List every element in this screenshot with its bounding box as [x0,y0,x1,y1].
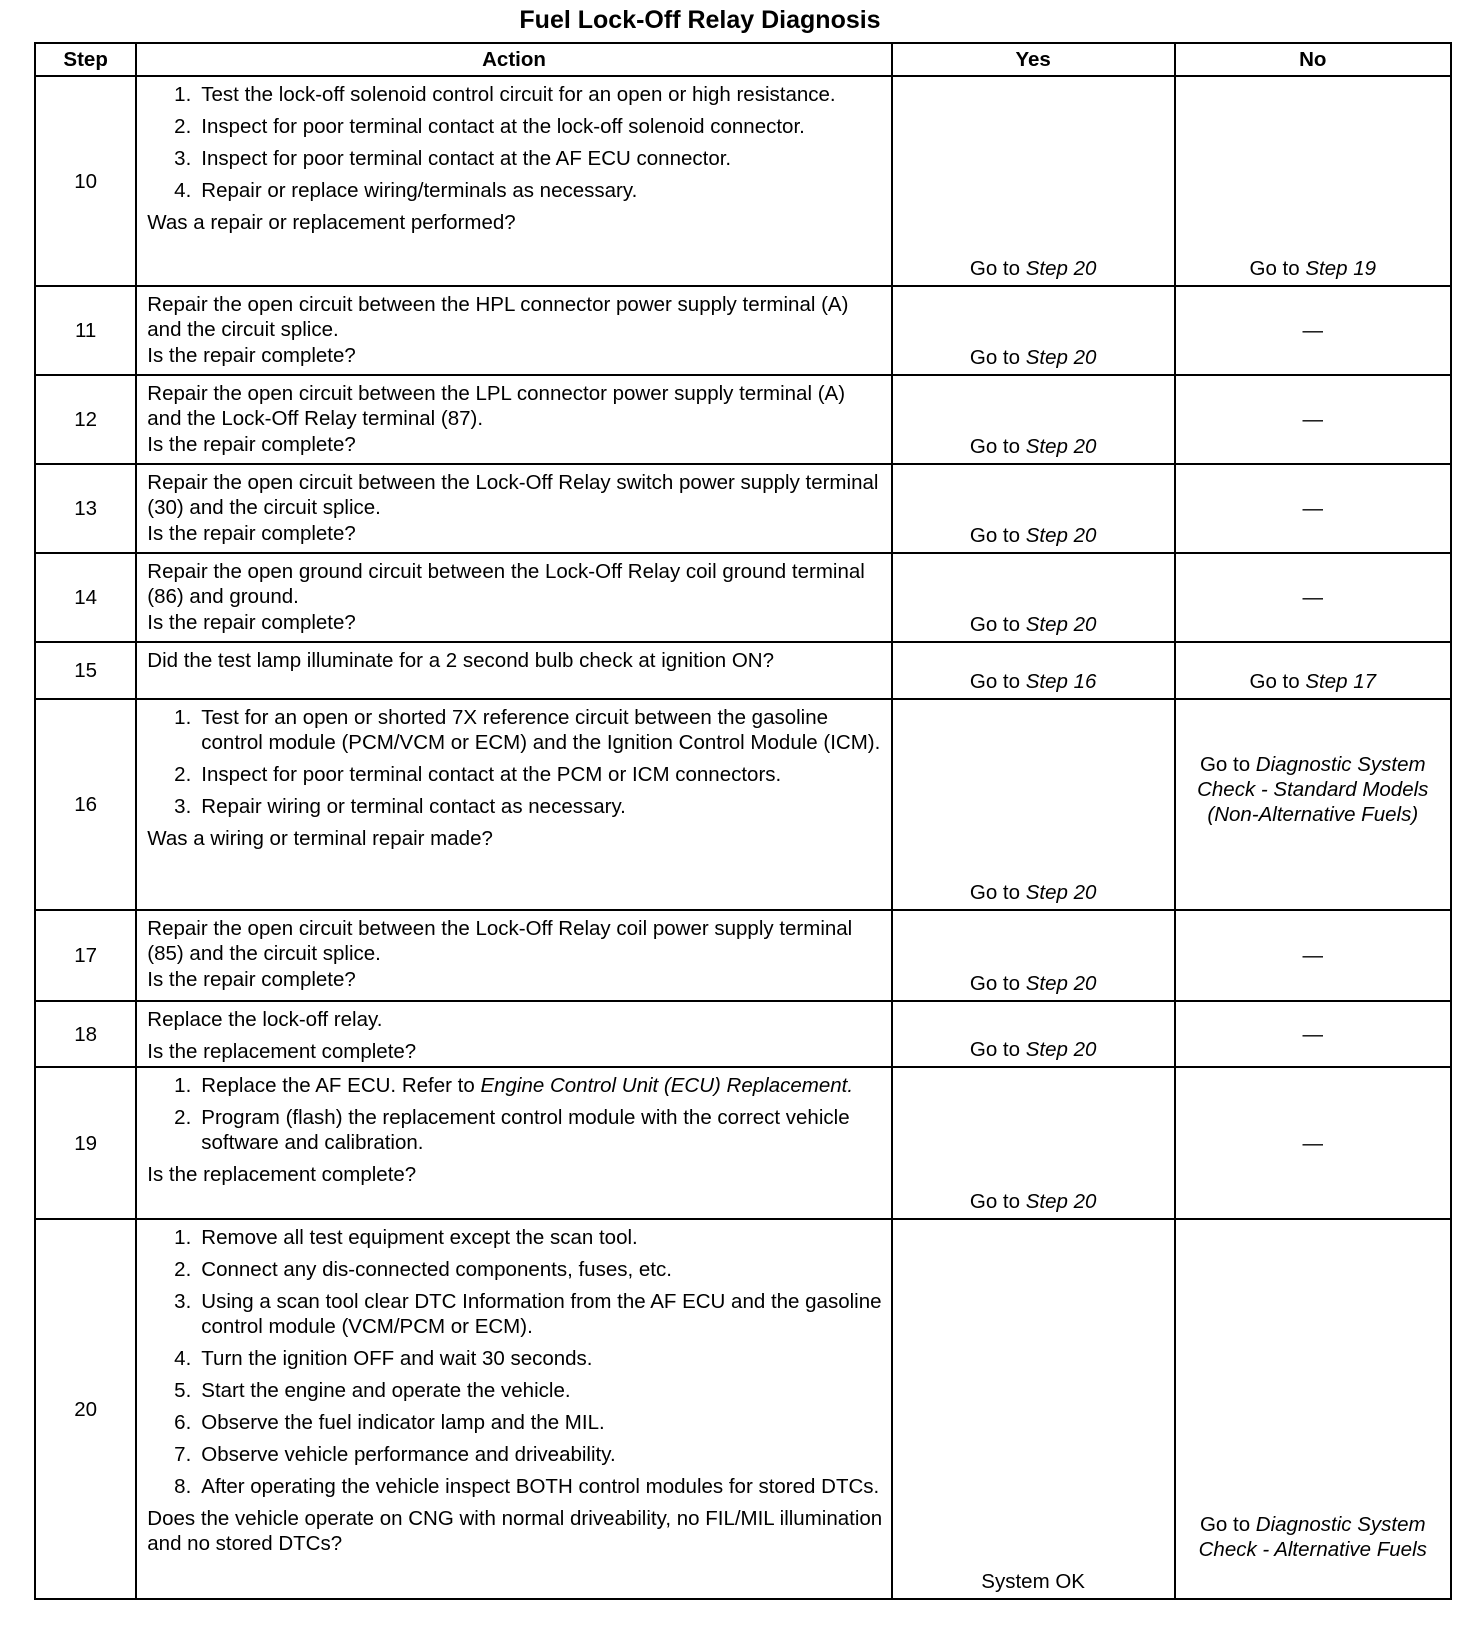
step-number: 13 [35,464,136,553]
action-cell [136,910,891,1001]
step-number: 16 [35,699,136,910]
step-link[interactable]: Step 20 [1025,1038,1097,1061]
action-question: Is the repair complete? [147,344,356,367]
no-cell [1175,286,1451,375]
yes-cell: Go to Step 20 [892,553,1175,642]
step-link[interactable]: Step 20 [1025,613,1097,636]
step-number: 18 [35,1001,136,1067]
step-link[interactable]: Diagnostic System Check - Standard Models (Non-Alternative Fuels) [1197,753,1429,826]
table-row [35,375,1451,464]
step-link[interactable]: Step 16 [1025,670,1097,693]
no-cell [1175,553,1451,642]
no-cell [1175,910,1451,1001]
action-question: Is the repair complete? [147,522,356,545]
table-row [35,286,1451,375]
dash: — [1302,586,1323,609]
list-item: 5. Start the engine and operate the vehicle. [174,1379,571,1402]
list-item: 4. Turn the ignition OFF and wait 30 seconds. [174,1347,593,1370]
step-number: 17 [35,910,136,1001]
list-item: 3. Inspect for poor terminal contact at the AF ECU connector. [174,147,732,170]
yes-cell: Go to Step 20 [892,699,1175,910]
action-cell [136,553,891,642]
page-title: Fuel Lock-Off Relay Diagnosis [519,6,881,34]
list-item: 8. After operating the vehicle inspect BOTH control modules for stored DTCs. [174,1475,880,1498]
table-row [35,910,1451,1001]
step-link[interactable]: Step 17 [1305,670,1377,693]
yes-cell: Go to Step 20 [892,910,1175,1001]
dash: — [1302,944,1323,967]
header-step: Step [35,43,136,76]
no-cell [1175,375,1451,464]
action-text: Repair the open circuit between the HPL connector power supply terminal (A) and the circuit splice. [147,293,849,341]
action-list [147,1225,882,1499]
step-number: 20 [35,1219,136,1599]
diagnosis-table [34,42,1452,1600]
table-row [35,699,1451,910]
table-row [35,1067,1451,1219]
no-cell: Go to Step 17 [1175,642,1451,699]
step-number: 19 [35,1067,136,1219]
action-cell [136,1067,891,1219]
action-question: Was a repair or replacement performed? [147,211,516,234]
step-link[interactable]: Step 20 [1025,257,1097,280]
yes-cell: Go to Step 20 [892,286,1175,375]
action-question: Was a wiring or terminal repair made? [147,827,493,850]
yes-cell [892,1219,1175,1599]
action-text: Repair the open ground circuit between the Lock-Off Relay coil ground terminal (86) and ground. [147,560,865,608]
step-link[interactable]: Step 20 [1025,881,1097,904]
action-cell [136,699,891,910]
step-number: 11 [35,286,136,375]
action-text: Repair the open circuit between the Lock-Off Relay switch power supply terminal (30) and the circuit splice. [147,471,879,519]
header-action: Action [136,43,891,76]
header-row [35,43,1451,76]
reference-link[interactable]: Engine Control Unit (ECU) Replacement. [480,1074,854,1097]
action-cell [136,286,891,375]
list-item: 1. Test for an open or shorted 7X reference circuit between the gasoline control module (PCM/VCM or ECM) and the Ignition Control Module (ICM). [174,706,881,754]
no-cell: Go to Diagnostic System Check - Alternative Fuels [1175,1219,1451,1599]
step-link[interactable]: Step 20 [1025,346,1097,369]
step-link[interactable]: Step 20 [1025,1190,1097,1213]
action-list [147,82,882,203]
action-text: Repair the open circuit between the LPL connector power supply terminal (A) and the Lock-Off Relay terminal (87). [147,382,846,430]
list-item: 2. Inspect for poor terminal contact at the PCM or ICM connectors. [174,763,782,786]
list-item: 2. Inspect for poor terminal contact at the lock-off solenoid connector. [174,115,805,138]
yes-cell: Go to Step 20 [892,1001,1175,1067]
action-question: Is the repair complete? [147,968,356,991]
step-link[interactable]: Step 20 [1025,435,1097,458]
step-link[interactable]: Diagnostic System Check - Alternative Fuels [1198,1513,1427,1561]
dash: — [1302,319,1323,342]
step-number: 15 [35,642,136,699]
step-link[interactable]: Step 20 [1025,524,1097,547]
yes-cell: Go to Step 20 [892,464,1175,553]
list-item: 2. Program (flash) the replacement control module with the correct vehicle software and calibration. [174,1106,850,1154]
system-ok-text: System OK [981,1570,1085,1593]
table-row [35,553,1451,642]
yes-cell: Go to Step 16 [892,642,1175,699]
list-item: 3. Using a scan tool clear DTC Information from the AF ECU and the gasoline control module (VCM/PCM or ECM). [174,1290,882,1338]
step-link[interactable]: Step 20 [1025,972,1097,995]
action-question: Does the vehicle operate on CNG with normal driveability, no FIL/MIL illumination and no stored DTCs? [147,1507,883,1555]
yes-cell: Go to Step 20 [892,76,1175,286]
action-text: Replace the lock-off relay. [147,1008,383,1031]
action-question: Is the repair complete? [147,611,356,634]
action-list [147,1073,882,1155]
table-row [35,76,1451,286]
no-cell: Go to Step 19 [1175,76,1451,286]
action-text: Did the test lamp illuminate for a 2 second bulb check at ignition ON? [147,649,775,672]
action-cell [136,464,891,553]
action-cell [136,642,891,699]
action-cell [136,76,891,286]
action-text: Repair the open circuit between the Lock-Off Relay coil power supply terminal (85) and the circuit splice. [147,917,853,965]
action-question: Is the replacement complete? [147,1163,417,1186]
dash: — [1302,1131,1323,1155]
step-number: 10 [35,76,136,286]
table-row [35,642,1451,699]
list-item: 2. Connect any dis-connected components, fuses, etc. [174,1258,672,1281]
action-list [147,705,882,819]
action-cell [136,1219,891,1599]
header-yes: Yes [892,43,1175,76]
dash: — [1302,1022,1323,1046]
list-item: 1. Test the lock-off solenoid control circuit for an open or high resistance. [174,83,836,106]
list-item: 1. Remove all test equipment except the scan tool. [174,1226,638,1249]
no-cell: Go to Diagnostic System Check - Standard Models (Non-Alternative Fuels) [1175,699,1451,910]
list-item: 6. Observe the fuel indicator lamp and the MIL. [174,1411,605,1434]
no-cell [1175,464,1451,553]
list-item: 7. Observe vehicle performance and driveability. [174,1443,616,1466]
list-item: 1. Replace the AF ECU. Refer to Engine Control Unit (ECU) Replacement. [174,1074,854,1097]
step-number: 12 [35,375,136,464]
action-cell [136,1001,891,1067]
action-question: Is the repair complete? [147,433,356,456]
yes-cell: Go to Step 20 [892,375,1175,464]
table-row [35,1001,1451,1067]
dash: — [1302,408,1323,431]
table-row [35,464,1451,553]
step-link[interactable]: Step 19 [1305,257,1377,280]
step-number: 14 [35,553,136,642]
no-cell [1175,1067,1451,1219]
action-cell [136,375,891,464]
list-item: 4. Repair or replace wiring/terminals as necessary. [174,179,638,202]
header-no: No [1175,43,1451,76]
action-question: Is the replacement complete? [147,1040,417,1063]
no-cell [1175,1001,1451,1067]
yes-cell: Go to Step 20 [892,1067,1175,1219]
list-item: 3. Repair wiring or terminal contact as necessary. [174,795,626,818]
table-row [35,1219,1451,1599]
dash: — [1302,497,1323,520]
